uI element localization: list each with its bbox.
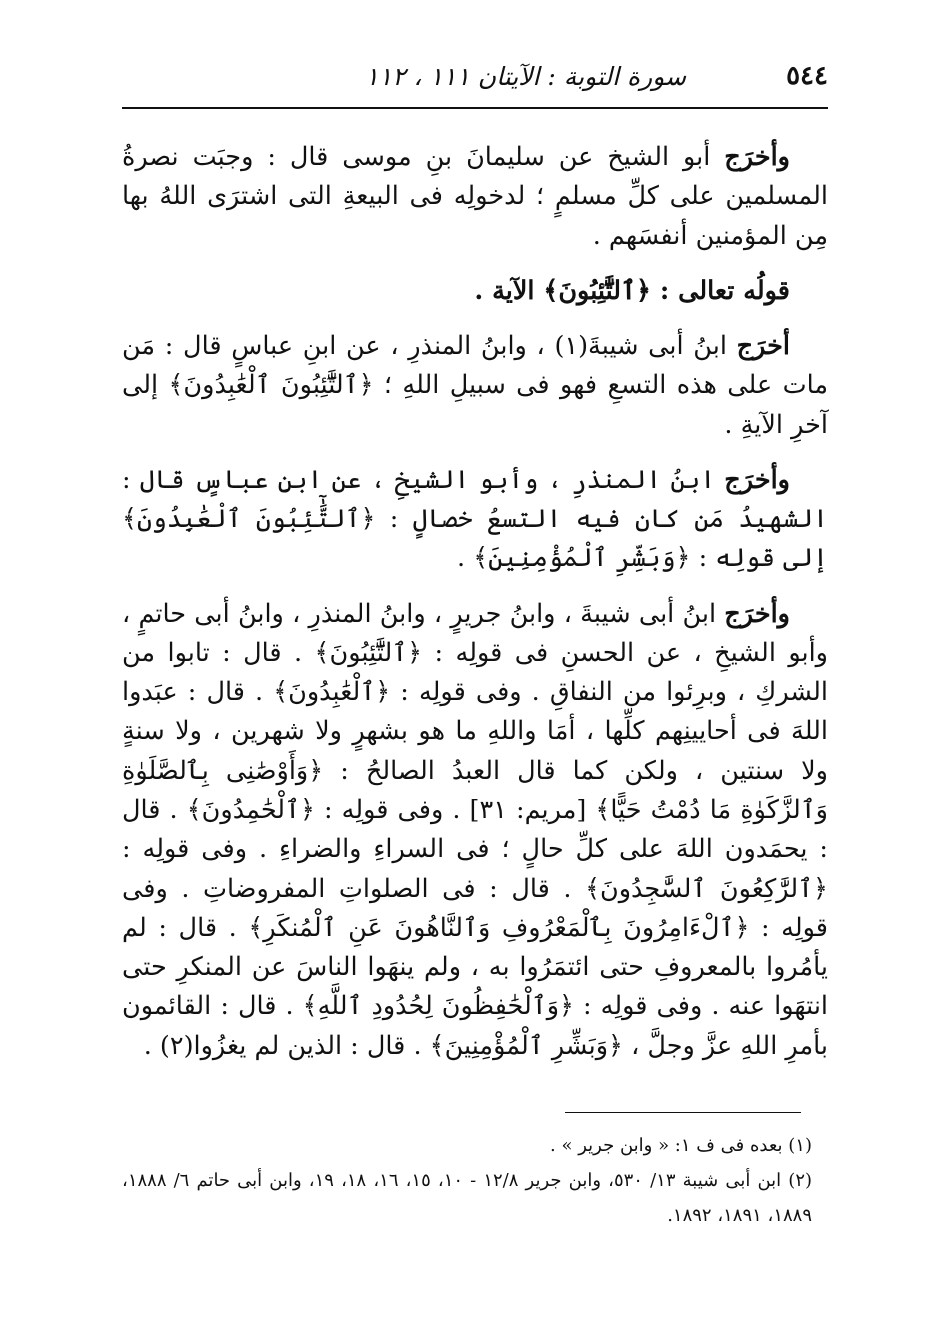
header-rule [122,107,828,109]
paragraph-text: ابنُ أبى شيبةَ(١) ، وابنُ المنذرِ ، عن ابنِ عباسٍ قال : مَن مات على هذه التسعِ فهو فى سبيلِ اللهِ ؛ ﴿ٱلتَّٰٓئِبُونَ ٱلْعَٰبِدُونَ﴾ إلى آخرِ الآيةِ . [122,331,828,440]
paragraph-lead: وأخرَج [724,142,790,172]
paragraph [122,461,828,579]
page-header [122,56,828,96]
paragraph [122,138,828,256]
body-text [122,138,828,1066]
verse-heading [122,272,828,311]
footnotes [122,1128,812,1233]
paragraph-lead: وأخرَج [724,464,790,495]
paragraph [122,595,828,1066]
page-number: ٥٤٤ [786,61,828,91]
footnote: (١) بعده فى ف ١: « وابن جرير » . [550,1135,812,1156]
paragraph-text: ابنُ أبى شيبةَ ، وابنُ جريرٍ ، وابنُ المنذرِ ، وابنُ أبى حاتمٍ ، وأبو الشيخِ ، عن الحسنِ فى قولِه : ﴿ٱلتَّٰٓئِبُونَ﴾ . قال : تابوا من الشركِ ، وبرِئوا من النفاقِ . وفى قولِه : ﴿ٱلْعَٰبِدُونَ﴾ . قال : عبَدوا اللهَ فى أحايينِهم كلِّها ، أمَا واللهِ ما هو بشهرٍ ولا شهرين ، ولا سنةٍ ولا سنتين ، ولكن كما قال العبدُ الصالحُ : ﴿وَأَوْصَٰنِى بِٱلصَّلَوٰةِ وَٱلزَّكَوٰةِ مَا دُمْتُ حَيًّا﴾ [مريم: ٣١] . وفى قولِه : ﴿ٱلْحَٰمِدُونَ﴾ . قال : يحمَدون اللهَ على كلِّ حالٍ ؛ فى السراءِ والضراءِ . وفى قولِه : ﴿ٱلرَّٰكِعُونَ ٱلسَّٰجِدُونَ﴾ . قال : فى الصلواتِ المفروضاتِ . وفى قولِه : ﴿ٱلْءَامِرُونَ بِٱلْمَعْرُوفِ وَٱلنَّاهُونَ عَنِ ٱلْمُنكَرِ﴾ . قال : لم يأمُروا بالمعروفِ حتى ائتمَرُوا به ، ولم ينهَوا الناسَ عن المنكرِ حتى انتهَوا عنه . وفى قولِه : ﴿وَٱلْحَٰفِظُونَ لِحُدُودِ ٱللَّهِ﴾ . قال : القائمون بأمرِ اللهِ عزَّ وجلَّ ، ﴿وَبَشِّرِ ٱلْمُؤْمِنِينَ﴾ . قال : الذين لم يغزُوا(٢) . [122,598,828,1061]
paragraph-lead: وأخرَج [724,598,790,629]
paragraph [122,327,828,445]
footnote-rule [565,1112,801,1113]
paragraph-text: أبو الشيخ عن سليمانَ بنِ موسى قال : وجبَت نصرةُ المسلمين على كلِّ مسلمٍ ؛ لدخولِه فى البيعةِ التى اشترَى اللهُ بها مِن المؤمنين أنفسَهم . [122,142,828,251]
paragraph-text: قولُه تعالى : ﴿ٱلتَّٰٓئِبُونَ﴾ الآية . [474,275,790,306]
paragraph-lead: أخرَج [736,331,790,362]
running-title: سورة التوبة : الآيتان ١١١ ، ١١٢ [365,61,687,91]
footnote: (٢) ابن أبى شيبة ١٣/ ٥٣٠، وابن جرير ١٢/٨ - ١٠، ١٥، ١٦، ١٨، ١٩، وابن أبى حاتم ٦/ ١٨٨٨، ١٨٨٩، ١٨٩١، ١٨٩٢. [122,1170,813,1227]
paragraph-text: ابنُ المنذرِ ، وأبو الشيخِ ، عن ابنِ عباسٍ قال : الشهيدُ مَن كان فيه التسعُ خصالٍ : ﴿ٱلتَّٰٓئِبُونَ ٱلْعَٰبِدُونَ﴾ إلى قولِه : ﴿وَبَشِّرِ ٱلْمُؤْمِنِينَ﴾ . [122,464,828,574]
